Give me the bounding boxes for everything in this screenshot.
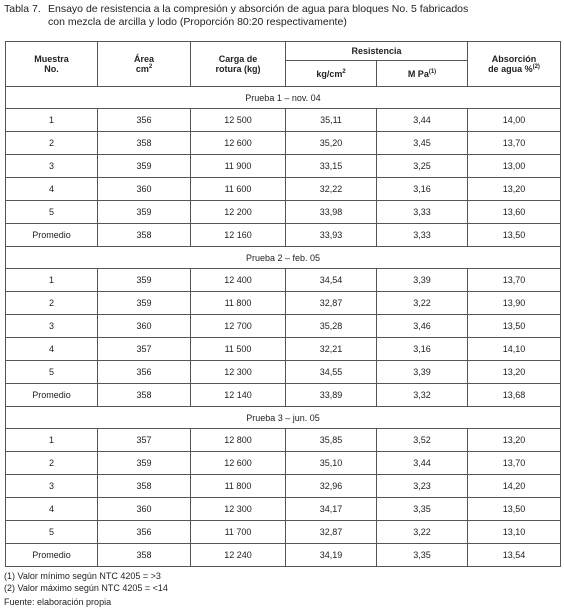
table-cell: 35,11 bbox=[286, 109, 377, 132]
table-body bbox=[6, 87, 561, 567]
table-row bbox=[6, 201, 561, 224]
table-cell: 13,90 bbox=[468, 292, 561, 315]
table-cell: 33,98 bbox=[286, 201, 377, 224]
table-cell: 356 bbox=[98, 521, 191, 544]
table-row bbox=[6, 155, 561, 178]
table-cell: 13,70 bbox=[468, 269, 561, 292]
table-cell: 11 700 bbox=[191, 521, 286, 544]
table-cell: 12 800 bbox=[191, 429, 286, 452]
table-cell: 13,60 bbox=[468, 201, 561, 224]
table-cell: 3,45 bbox=[377, 132, 468, 155]
table-cell: 3,39 bbox=[377, 361, 468, 384]
table-cell: 1 bbox=[6, 269, 98, 292]
table-cell: Promedio bbox=[6, 384, 98, 407]
table-cell: 357 bbox=[98, 338, 191, 361]
table-cell: 13,70 bbox=[468, 132, 561, 155]
table-cell: 13,00 bbox=[468, 155, 561, 178]
table-cell: 12 700 bbox=[191, 315, 286, 338]
table-cell: 35,10 bbox=[286, 452, 377, 475]
section-title-row bbox=[6, 87, 561, 109]
table-cell: 357 bbox=[98, 429, 191, 452]
table-cell: 356 bbox=[98, 361, 191, 384]
table-cell: 359 bbox=[98, 452, 191, 475]
table-cell: 11 600 bbox=[191, 178, 286, 201]
table-row bbox=[6, 544, 561, 567]
table-cell: 11 500 bbox=[191, 338, 286, 361]
table-cell: 33,93 bbox=[286, 224, 377, 247]
footnote-2: (2) Valor máximo según NTC 4205 = <14 bbox=[4, 583, 168, 593]
table-cell: 360 bbox=[98, 498, 191, 521]
table-cell: 2 bbox=[6, 452, 98, 475]
table-cell: 13,50 bbox=[468, 498, 561, 521]
table-row bbox=[6, 132, 561, 155]
table-cell: 3,22 bbox=[377, 521, 468, 544]
table-cell: 359 bbox=[98, 155, 191, 178]
section-title: Prueba 1 – nov. 04 bbox=[6, 87, 561, 109]
table-cell: 3 bbox=[6, 155, 98, 178]
table-cell: 12 140 bbox=[191, 384, 286, 407]
table-cell: 358 bbox=[98, 384, 191, 407]
table-row bbox=[6, 429, 561, 452]
table-row bbox=[6, 269, 561, 292]
header-mpa: M Pa$^{(1)}$ bbox=[377, 61, 468, 87]
table-cell: 360 bbox=[98, 178, 191, 201]
table-cell: 12 240 bbox=[191, 544, 286, 567]
table-cell: 2 bbox=[6, 132, 98, 155]
table-cell: 12 200 bbox=[191, 201, 286, 224]
table-cell: 11 800 bbox=[191, 475, 286, 498]
table-cell: 3,25 bbox=[377, 155, 468, 178]
table-cell: 358 bbox=[98, 224, 191, 247]
table-cell: 13,20 bbox=[468, 361, 561, 384]
caption-text bbox=[48, 3, 558, 29]
table-cell: 3,46 bbox=[377, 315, 468, 338]
table-cell: 12 600 bbox=[191, 132, 286, 155]
table-cell: 5 bbox=[6, 201, 98, 224]
table-cell: 358 bbox=[98, 475, 191, 498]
table-cell: 4 bbox=[6, 338, 98, 361]
table-cell: 12 400 bbox=[191, 269, 286, 292]
table-cell: 34,19 bbox=[286, 544, 377, 567]
table-cell: 3,33 bbox=[377, 201, 468, 224]
table-cell: 359 bbox=[98, 292, 191, 315]
table-cell: 359 bbox=[98, 201, 191, 224]
caption-line-1: Ensayo de resistencia a la compresión y absorción de agua para bloques No. 5 fabricados bbox=[48, 3, 469, 15]
table-cell: 3,35 bbox=[377, 544, 468, 567]
table-cell: Promedio bbox=[6, 224, 98, 247]
table-cell: 3,22 bbox=[377, 292, 468, 315]
table-cell: 5 bbox=[6, 361, 98, 384]
table-cell: 3 bbox=[6, 315, 98, 338]
table-cell: 13,68 bbox=[468, 384, 561, 407]
table-cell: 12 300 bbox=[191, 361, 286, 384]
table-cell: 1 bbox=[6, 109, 98, 132]
table-cell: 3,33 bbox=[377, 224, 468, 247]
table-cell: 3,39 bbox=[377, 269, 468, 292]
table-cell: 12 300 bbox=[191, 498, 286, 521]
table-cell: 360 bbox=[98, 315, 191, 338]
header-kgcm: $kg/cm^2$ bbox=[286, 61, 377, 87]
table-cell: 32,21 bbox=[286, 338, 377, 361]
header-carga: Carga de rotura (kg) bbox=[191, 42, 286, 87]
table-cell: 12 160 bbox=[191, 224, 286, 247]
table-cell: 3,44 bbox=[377, 452, 468, 475]
header-area: Área $cm^2$ bbox=[98, 42, 191, 87]
table-row bbox=[6, 475, 561, 498]
table-row bbox=[6, 292, 561, 315]
table-cell: 13,70 bbox=[468, 452, 561, 475]
table-cell: 3,52 bbox=[377, 429, 468, 452]
table-cell: 358 bbox=[98, 544, 191, 567]
table-cell: 33,15 bbox=[286, 155, 377, 178]
table-cell: 14,10 bbox=[468, 338, 561, 361]
table-cell: 34,55 bbox=[286, 361, 377, 384]
table-cell: 3,35 bbox=[377, 498, 468, 521]
table-row bbox=[6, 178, 561, 201]
table-cell: 32,87 bbox=[286, 292, 377, 315]
table-row bbox=[6, 224, 561, 247]
table-cell: 13,20 bbox=[468, 429, 561, 452]
table-cell: Promedio bbox=[6, 544, 98, 567]
table-cell: 358 bbox=[98, 132, 191, 155]
table-cell: 13,50 bbox=[468, 224, 561, 247]
table-cell: 3,44 bbox=[377, 109, 468, 132]
table-cell: 359 bbox=[98, 269, 191, 292]
table-cell: 5 bbox=[6, 521, 98, 544]
table-row bbox=[6, 338, 561, 361]
table-cell: 12 500 bbox=[191, 109, 286, 132]
table-cell: 4 bbox=[6, 178, 98, 201]
section-title-row bbox=[6, 407, 561, 429]
table-cell: 34,54 bbox=[286, 269, 377, 292]
table-cell: 34,17 bbox=[286, 498, 377, 521]
table-cell: 1 bbox=[6, 429, 98, 452]
table-cell: 32,22 bbox=[286, 178, 377, 201]
table-cell: 3,32 bbox=[377, 384, 468, 407]
section-title: Prueba 2 – feb. 05 bbox=[6, 247, 561, 269]
table-cell: 14,20 bbox=[468, 475, 561, 498]
table-cell: 35,20 bbox=[286, 132, 377, 155]
table-cell: 11 900 bbox=[191, 155, 286, 178]
table-cell: 13,10 bbox=[468, 521, 561, 544]
table-cell: 35,85 bbox=[286, 429, 377, 452]
table-cell: 3,16 bbox=[377, 178, 468, 201]
caption-line-2: con mezcla de arcilla y lodo (Proporción 80:20 respectivamente) bbox=[48, 16, 347, 28]
table-cell: 32,87 bbox=[286, 521, 377, 544]
header-absorcion: Absorción de agua %$^{(2)}$ bbox=[468, 42, 561, 87]
table-cell: 3,23 bbox=[377, 475, 468, 498]
table-cell: 32,96 bbox=[286, 475, 377, 498]
table-cell: 2 bbox=[6, 292, 98, 315]
table-cell: 35,28 bbox=[286, 315, 377, 338]
table-cell: 12 600 bbox=[191, 452, 286, 475]
table-cell: 14,00 bbox=[468, 109, 561, 132]
table-row bbox=[6, 109, 561, 132]
table-cell: 11 800 bbox=[191, 292, 286, 315]
table-cell: 13,54 bbox=[468, 544, 561, 567]
table-cell: 3 bbox=[6, 475, 98, 498]
section-title: Prueba 3 – jun. 05 bbox=[6, 407, 561, 429]
header-resistencia: Resistencia bbox=[286, 42, 468, 61]
footnote-1: (1) Valor mínimo según NTC 4205 = >3 bbox=[4, 571, 161, 581]
caption-label: Tabla 7. bbox=[4, 3, 41, 15]
table-cell: 33,89 bbox=[286, 384, 377, 407]
results-table bbox=[5, 41, 561, 567]
table-row bbox=[6, 384, 561, 407]
table-cell: 356 bbox=[98, 109, 191, 132]
section-title-row bbox=[6, 247, 561, 269]
table-row bbox=[6, 521, 561, 544]
table-cell: 13,50 bbox=[468, 315, 561, 338]
table-row bbox=[6, 452, 561, 475]
header-muestra: Muestra No. bbox=[6, 42, 98, 87]
table-row bbox=[6, 498, 561, 521]
source-note: Fuente: elaboración propia bbox=[4, 597, 112, 607]
table-row bbox=[6, 315, 561, 338]
table-cell: 13,20 bbox=[468, 178, 561, 201]
table-cell: 3,16 bbox=[377, 338, 468, 361]
table-row bbox=[6, 361, 561, 384]
table-cell: 4 bbox=[6, 498, 98, 521]
